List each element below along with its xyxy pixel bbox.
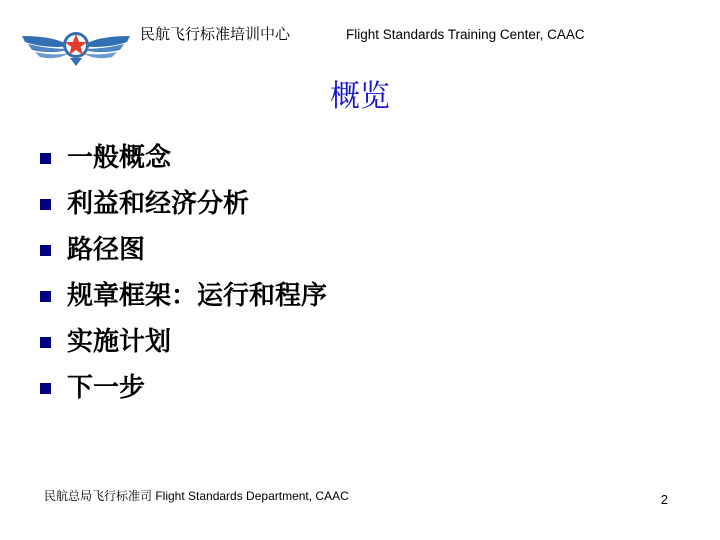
square-bullet-icon [40, 337, 51, 348]
bullet-text: 规章框架：运行和程序 [67, 281, 328, 311]
overview-bullet-list [40, 135, 327, 411]
square-bullet-icon [40, 383, 51, 394]
slide-title: 概览 [330, 79, 390, 114]
square-bullet-icon [40, 153, 51, 164]
bullet-item-next-steps [40, 365, 327, 411]
bullet-text: 实施计划 [67, 327, 172, 357]
bullet-item-implementation-plan [40, 319, 327, 365]
bullet-text: 一般概念 [67, 143, 172, 173]
page-number: 2 [660, 492, 668, 507]
bullet-item-roadmap [40, 227, 327, 273]
bullet-text: 下一步 [67, 373, 146, 403]
footer-department: 民航总局飞行标准司 Flight Standards Department, CAAC [44, 489, 349, 503]
header-organization-english: Flight Standards Training Center, CAAC [346, 27, 585, 42]
bullet-text: 利益和经济分析 [67, 189, 250, 219]
bullet-item-benefit-analysis [40, 181, 327, 227]
square-bullet-icon [40, 291, 51, 302]
caac-wings-logo-icon [18, 18, 134, 70]
square-bullet-icon [40, 199, 51, 210]
header-organization-chinese: 民航飞行标准培训中心 [140, 25, 291, 43]
bullet-text: 路径图 [67, 235, 146, 265]
bullet-item-regulatory-framework [40, 273, 327, 319]
bullet-item-general-concepts [40, 135, 327, 181]
square-bullet-icon [40, 245, 51, 256]
